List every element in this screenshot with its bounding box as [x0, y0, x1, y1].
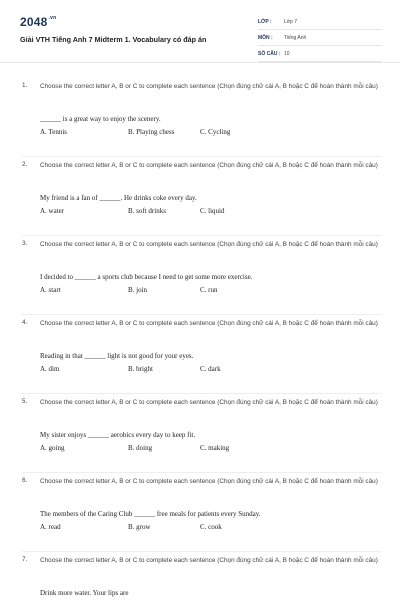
option-c[interactable]: C. Cycling — [200, 128, 231, 136]
question-instruction: Choose the correct letter A, B or C to complete each sentence (Chọn đúng chữ cái A, B hoặc C để hoàn thành mỗi câu) — [40, 399, 378, 406]
question-item — [0, 315, 400, 394]
question-item — [0, 552, 400, 597]
question-instruction: Choose the correct letter A, B or C to complete each sentence (Chọn đúng chữ cái A, B hoặc C để hoàn thành mỗi câu) — [40, 478, 378, 485]
option-b[interactable]: B. join — [128, 286, 148, 294]
question-sentence: Reading in that ______ light is not good for your eyes. — [40, 352, 194, 360]
meta-label: MÔN : — [258, 34, 273, 41]
question-number: 7. — [22, 556, 28, 563]
question-sentence: My sister enjoys ______ aerobics every day to keep fit. — [40, 431, 196, 439]
option-a[interactable]: A. dim — [40, 365, 60, 373]
option-a[interactable]: A. going — [40, 444, 65, 452]
meta-value: Lớp 7 — [284, 18, 298, 25]
logo-text: 2048 — [20, 15, 48, 29]
option-a[interactable]: A. Tennis — [40, 128, 67, 136]
option-b[interactable]: B. grow — [128, 523, 151, 531]
question-item — [0, 394, 400, 473]
option-c[interactable]: C. liquid — [200, 207, 225, 215]
option-b[interactable]: B. Playing chess — [128, 128, 175, 136]
meta-label: LỚP : — [258, 18, 272, 25]
question-number: 2. — [22, 161, 28, 168]
meta-row-count — [258, 46, 382, 62]
option-b[interactable]: B. bright — [128, 365, 153, 373]
answer-options — [40, 523, 300, 533]
answer-options — [40, 128, 300, 138]
question-sentence: The members of the Caring Club ______ free meals for patients every Sunday. — [40, 510, 261, 518]
option-b[interactable]: B. doing — [128, 444, 153, 452]
meta-table — [258, 14, 382, 62]
option-c[interactable]: C. cook — [200, 523, 222, 531]
answer-options — [40, 207, 300, 217]
question-item — [0, 157, 400, 236]
meta-row-subject — [258, 30, 382, 46]
question-sentence: Drink more water. Your lips are — [40, 589, 129, 597]
site-logo[interactable] — [20, 15, 56, 29]
option-a[interactable]: A. water — [40, 207, 65, 215]
document-header — [0, 0, 400, 62]
option-a[interactable]: A. read — [40, 523, 61, 531]
question-number: 5. — [22, 398, 28, 405]
answer-options — [40, 444, 300, 454]
option-a[interactable]: A. start — [40, 286, 61, 294]
question-sentence: My friend is a fan of ______. He drinks coke every day. — [40, 194, 197, 202]
option-b[interactable]: B. soft drinks — [128, 207, 166, 215]
question-number: 1. — [22, 82, 28, 89]
option-c[interactable]: C. run — [200, 286, 218, 294]
question-sentence: I decided to ______ a sports club because I need to get some more exercise. — [40, 273, 253, 281]
question-number: 4. — [22, 319, 28, 326]
option-c[interactable]: C. making — [200, 444, 230, 452]
question-item — [0, 236, 400, 315]
question-instruction: Choose the correct letter A, B or C to complete each sentence (Chọn đúng chữ cái A, B hoặc C để hoàn thành mỗi câu) — [40, 83, 378, 90]
option-c[interactable]: C. dark — [200, 365, 221, 373]
question-instruction: Choose the correct letter A, B or C to complete each sentence (Chọn đúng chữ cái A, B hoặc C để hoàn thành mỗi câu) — [40, 557, 378, 564]
question-instruction: Choose the correct letter A, B or C to complete each sentence (Chọn đúng chữ cái A, B hoặc C để hoàn thành mỗi câu) — [40, 162, 378, 169]
question-instruction: Choose the correct letter A, B or C to complete each sentence (Chọn đúng chữ cái A, B hoặc C để hoàn thành mỗi câu) — [40, 241, 378, 248]
meta-label: SỐ CÂU : — [258, 50, 281, 57]
meta-row-class — [258, 14, 382, 30]
meta-value: Tiếng Anh — [284, 34, 307, 41]
question-instruction: Choose the correct letter A, B or C to complete each sentence (Chọn đúng chữ cái A, B hoặc C để hoàn thành mỗi câu) — [40, 320, 378, 327]
question-sentence: ______ is a great way to enjoy the scenery. — [40, 115, 161, 123]
page-title: Giải VTH Tiếng Anh 7 Midterm 1. Vocabulary có đáp án — [20, 35, 207, 44]
answer-options — [40, 365, 300, 375]
meta-value: 10 — [284, 50, 290, 57]
question-item — [0, 78, 400, 157]
question-number: 6. — [22, 477, 28, 484]
question-number: 3. — [22, 240, 28, 247]
logo-suffix: .vn — [48, 15, 57, 21]
header-divider — [0, 62, 400, 63]
question-list — [0, 78, 400, 597]
question-item — [0, 473, 400, 552]
answer-options — [40, 286, 300, 296]
